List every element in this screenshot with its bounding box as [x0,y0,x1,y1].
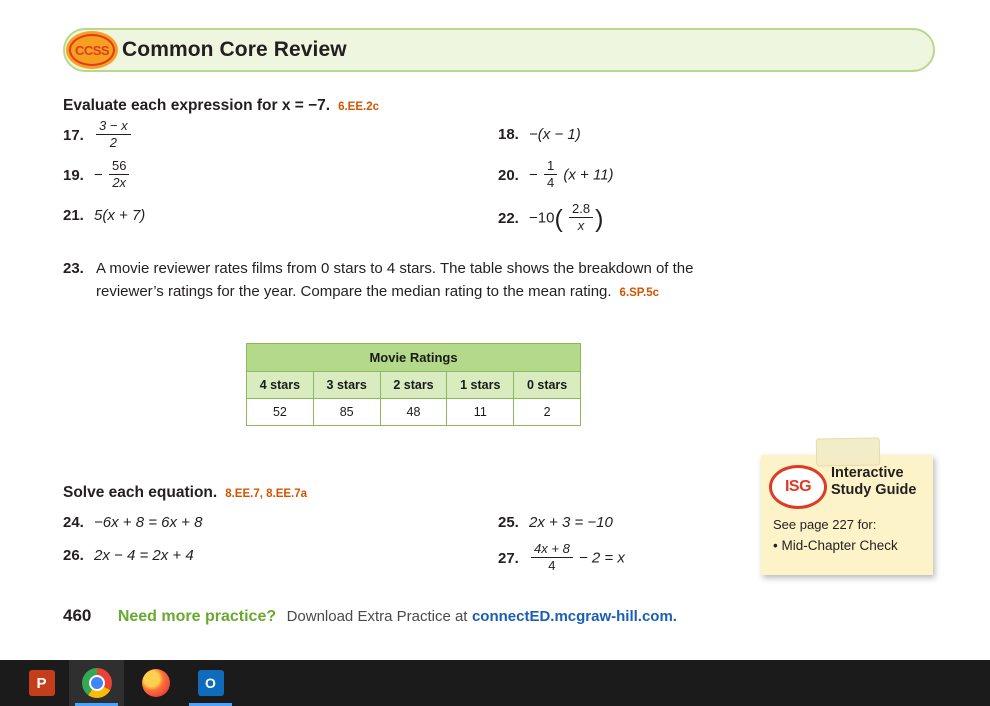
table-row [247,399,581,426]
isg-logo-label: ISG [784,478,812,495]
taskbar-item-firefox[interactable] [128,660,183,706]
table-title: Movie Ratings [247,344,581,372]
problem-27-fraction: $\frac{4x + 8}{4}$ [531,542,573,574]
problem-27 [498,543,625,575]
table-col-4: 0 stars [514,372,581,399]
problem-25 [498,514,613,531]
problem-26 [63,547,194,564]
chrome-icon [82,668,112,698]
problem-17-number: 17. [63,126,84,144]
problem-20 [498,160,614,192]
problem-20-lead: − [529,166,538,184]
problem-24-expression: −6x + 8 = 6x + 8 [94,514,203,531]
table-value-1: 85 [313,399,380,426]
table-col-0: 4 stars [247,372,314,399]
problem-20-number: 20. [498,166,519,184]
sticker-title-line1: Interactive [831,465,904,481]
problem-23-text: A movie reviewer rates films from 0 stars to 4 stars. The table shows the breakdown of the reviewer’s ratings for the year. Compare the median rating to the mean rating. 6.SP.5c [96,260,694,300]
problem-19 [63,160,131,192]
problem-20-fraction: $\frac{1}{4}$ [544,159,557,191]
problem-21 [63,207,145,224]
problem-22: 22. −10( $\frac{2.8}{x}$ ) [498,201,604,233]
problem-19-number: 19. [63,166,84,184]
problem-27-number: 27. [498,549,519,567]
powerpoint-icon: P [29,670,55,696]
page-title: Common Core Review [122,38,347,61]
problem-26-expression: 2x − 4 = 2x + 4 [94,547,194,564]
taskbar-item-chrome[interactable] [69,660,124,706]
table-title-row [247,344,581,372]
ccss-badge-icon [66,31,118,69]
problem-20-tail: (x + 11) [563,166,614,184]
problem-25-expression: 2x + 3 = −10 [529,514,613,531]
table-header-row [247,372,581,399]
problem-24 [63,514,202,531]
problem-23-standard: 6.SP.5c [619,286,659,299]
interactive-study-guide-sticker [761,455,933,575]
table-col-1: 3 stars [313,372,380,399]
table-value-0: 52 [247,399,314,426]
problem-23-number: 23. [63,260,84,277]
movie-ratings-table [246,343,581,426]
sticker-title-line2: Study Guide [831,482,917,498]
tape-icon [816,437,880,466]
taskbar-item-powerpoint[interactable] [14,660,69,706]
taskbar-item-outlook[interactable] [183,660,238,706]
section2-standard: 8.EE.7, 8.EE.7a [225,488,308,500]
problem-17-expression: $\frac{3 - x}{2}$ [96,119,131,151]
problem-24-number: 24. [63,514,84,531]
section1-instruction: Evaluate each expression for x = −7. 6.EE.2c [63,97,380,114]
section2-instruction: Solve each equation. 8.EE.7, 8.EE.7a [63,484,308,501]
problem-19-lead: − [94,166,103,184]
table-value-2: 48 [380,399,447,426]
page-number: 460 [63,606,92,625]
problem-22-number: 22. [498,209,519,227]
section1-standard: 6.EE.2c [338,101,380,113]
problem-18-number: 18. [498,126,519,143]
connected-link[interactable]: connectED.mcgraw-hill.com. [471,608,677,625]
problem-22-lead: −10 [529,209,555,227]
table-value-3: 11 [447,399,514,426]
problem-22-fraction: $\frac{2.8}{x}$ [569,202,593,234]
need-practice-label: Need more practice? [117,608,277,625]
problem-25-number: 25. [498,514,519,531]
problem-21-expression: 5(x + 7) [94,207,146,224]
problem-18-expression: −(x − 1) [529,126,581,143]
problem-18 [498,126,581,143]
download-text: Download Extra Practice at [286,608,468,625]
problem-19-expression: $\frac{56}{2x}$ [109,159,129,191]
table-value-4: 2 [514,399,581,426]
problem-27-tail: − 2 = x [578,549,625,567]
problem-26-number: 26. [63,547,84,564]
page-footer [63,606,943,626]
problem-21-number: 21. [63,207,84,224]
ccss-badge-label: CCSS [74,42,110,58]
problem-23 [63,258,763,304]
windows-taskbar [0,660,990,706]
isg-logo-icon [769,465,825,505]
outlook-icon: O [198,670,224,696]
table-col-2: 2 stars [380,372,447,399]
table-col-3: 1 stars [447,372,514,399]
problem-17 [63,120,133,152]
firefox-icon [142,669,170,697]
sticker-see-text: See page 227 for: [773,517,877,532]
sticker-bullet-item: • Mid-Chapter Check [773,538,898,553]
